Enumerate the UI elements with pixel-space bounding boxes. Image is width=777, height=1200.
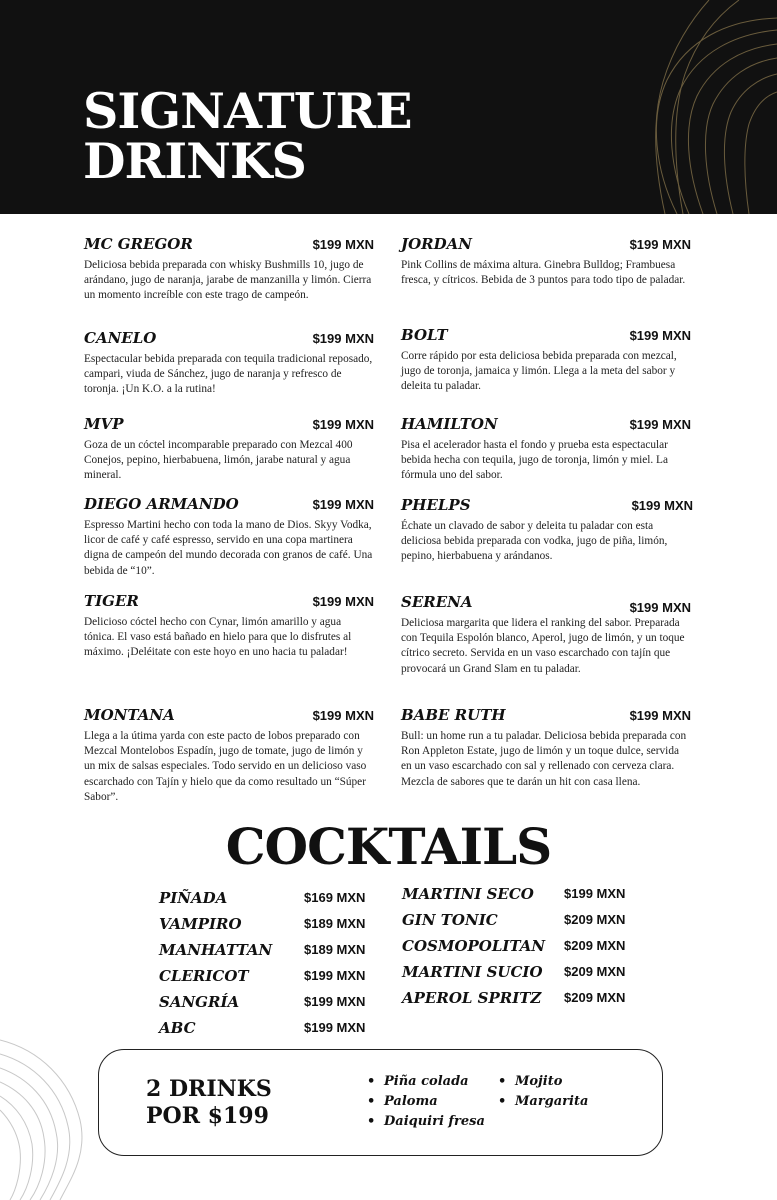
cocktail-price: $209 MXN — [564, 990, 626, 1005]
drink-description: Goza de un cóctel incomparable preparado con Mezcal 400 Conejos, pepino, hierbabuena, limón, jarabe natural y agua mineral. — [84, 439, 353, 482]
cocktail-name: VAMPIRO — [159, 915, 242, 933]
promo-drink: • Paloma — [367, 1092, 485, 1112]
cocktail-name: APEROL SPRITZ — [402, 989, 542, 1007]
promo-drink: • Piña colada — [367, 1072, 485, 1092]
cocktail-name: MARTINI SUCIO — [402, 963, 543, 981]
cocktail-name: COSMOPOLITAN — [402, 937, 546, 955]
drink-item-babe-ruth — [401, 706, 691, 790]
drink-price: $199 MXN — [631, 498, 693, 513]
drink-item-bolt — [401, 326, 691, 395]
cocktail-name: CLERICOT — [159, 967, 249, 985]
drink-price: $199 MXN — [629, 417, 691, 432]
promo-list-col1 — [367, 1072, 485, 1132]
topographic-lines-decoration — [0, 1030, 110, 1200]
drink-price: $199 MXN — [312, 594, 374, 609]
promo-drink: • Mojito — [498, 1072, 588, 1092]
drink-name: JORDAN — [401, 235, 472, 253]
cocktails-title: COCKTAILS — [225, 817, 552, 876]
drink-item-jordan — [401, 235, 691, 288]
drink-price: $199 MXN — [312, 237, 374, 252]
drink-item-serena — [401, 593, 691, 677]
drink-price: $199 MXN — [629, 237, 691, 252]
title-line-2: DRINKS — [83, 132, 306, 190]
drink-description: Deliciosa margarita que lidera el ranking del sabor. Preparada con Tequila Espolón blanco, Aperol, jugo de limón, y un toque cítrico secreto. Servida en un vaso escarchado con tajín que provocará un Grand Slam en tu paladar. — [401, 617, 685, 675]
drink-description: Llega a la útima yarda con este pacto de lobos preparado con Mezcal Montelobos Espadín, jugo de tomate, jugo de limón y un mix de salsas especiales. Todo servido en un delicioso vaso escarchado con Tajín y hielo que da como resultado un “Súper Sabor”. — [84, 730, 367, 803]
drink-description: Pisa el acelerador hasta el fondo y prueba esta espectacular bebida hecha con tequila, jugo de toronja, limón y miel. La fórmula uno del sabor. — [401, 439, 668, 482]
page-title — [83, 82, 412, 190]
drink-item-diego-armando — [84, 495, 374, 579]
drink-name: MVP — [84, 415, 124, 433]
drink-name: BABE RUTH — [401, 706, 506, 724]
cocktail-name: MANHATTAN — [159, 941, 273, 959]
cocktail-price: $199 MXN — [304, 1020, 366, 1035]
cocktail-name: GIN TONIC — [402, 911, 498, 929]
drink-price: $199 MXN — [312, 417, 374, 432]
cocktail-name: MARTINI SECO — [402, 885, 534, 903]
drink-price: $199 MXN — [629, 708, 691, 723]
drink-item-mc-gregor — [84, 235, 374, 304]
drink-name: TIGER — [84, 592, 139, 610]
drink-name: DIEGO ARMANDO — [84, 495, 239, 513]
drink-name: HAMILTON — [401, 415, 498, 433]
cocktail-name: PIÑADA — [159, 889, 228, 907]
cocktail-name: SANGRÍA — [159, 993, 240, 1011]
drink-name: MONTANA — [84, 706, 175, 724]
cocktail-price: $199 MXN — [304, 994, 366, 1009]
header-banner — [0, 0, 777, 214]
drink-name: SERENA — [401, 593, 473, 611]
promo-title — [146, 1076, 272, 1130]
drink-price: $199 MXN — [312, 331, 374, 346]
drink-description: Espectacular bebida preparada con tequila tradicional reposado, campari, viuda de Sánchez, jugo de naranja y refresco de toronja. ¡Un K.O. a la rutina! — [84, 353, 373, 396]
cocktail-price: $199 MXN — [304, 968, 366, 983]
drink-price: $199 MXN — [629, 600, 691, 615]
drink-description: Bull: un home run a tu paladar. Deliciosa bebida preparada con Ron Appleton Estate, jugo de limón y un toque dulce, servida en un vaso escarchado con sal y rellenado con cerveza clara. Mezcla de sabores que te darán un hit con casa llena. — [401, 730, 687, 788]
drink-description: Pink Collins de máxima altura. Ginebra Bulldog; Frambuesa fresca, y cítricos. Bebida de 3 puntos para todo tipo de paladar. — [401, 259, 686, 287]
cocktail-price: $209 MXN — [564, 912, 626, 927]
drink-name: PHELPS — [401, 496, 471, 514]
promo-drink: • Daiquiri fresa — [367, 1112, 485, 1132]
cocktail-name: ABC — [159, 1019, 196, 1037]
drink-item-montana — [84, 706, 374, 805]
promo-title-line-2: POR $199 — [146, 1103, 269, 1129]
drink-description: Delicioso cóctel hecho con Cynar, limón amarillo y agua tónica. El vaso está bañado en hielo para que lo disfrutes al máximo. ¡Deléitate con este hoyo en uno hacia tu paladar! — [84, 616, 352, 659]
promo-box — [98, 1049, 663, 1156]
cocktail-price: $189 MXN — [304, 942, 366, 957]
drink-description: Échate un clavado de sabor y deleita tu paladar con esta deliciosa bebida preparada con vodka, jugo de piña, limón, pepino, hierbabuena y arándanos. — [401, 520, 668, 563]
drink-item-phelps — [401, 496, 693, 565]
drink-item-tiger — [84, 592, 374, 661]
drink-description: Espresso Martini hecho con toda la mano de Dios. Skyy Vodka, licor de café y café espresso, servido en una copa martinera digna de campeón del mundo decorada con granos de café. Una bebida de “10”. — [84, 519, 373, 577]
promo-drink: • Margarita — [498, 1092, 588, 1112]
cocktail-price: $209 MXN — [564, 938, 626, 953]
title-line-1: SIGNATURE — [83, 82, 412, 140]
drink-name: BOLT — [401, 326, 448, 344]
promo-list-col2 — [498, 1072, 588, 1112]
cocktail-price: $209 MXN — [564, 964, 626, 979]
drink-description: Corre rápido por esta deliciosa bebida preparada con mezcal, jugo de toronja, jamaica y limón. Llega a la meta del sabor y deleita tu paladar. — [401, 350, 677, 393]
drink-price: $199 MXN — [312, 708, 374, 723]
drink-name: MC GREGOR — [84, 235, 193, 253]
cocktail-price: $189 MXN — [304, 916, 366, 931]
drink-description: Deliciosa bebida preparada con whisky Bushmills 10, jugo de arándano, jugo de naranja, jarabe de manzanilla y limón. Cierra un momento increíble con este trago de campeón. — [84, 259, 372, 302]
drink-price: $199 MXN — [312, 497, 374, 512]
drink-item-canelo — [84, 329, 374, 398]
cocktail-price: $199 MXN — [564, 886, 626, 901]
drink-item-mvp — [84, 415, 374, 484]
drink-item-hamilton — [401, 415, 691, 484]
drink-price: $199 MXN — [629, 328, 691, 343]
cocktail-price: $169 MXN — [304, 890, 366, 905]
promo-title-line-1: 2 DRINKS — [146, 1076, 272, 1102]
drink-name: CANELO — [84, 329, 157, 347]
topographic-lines-decoration — [477, 0, 777, 214]
